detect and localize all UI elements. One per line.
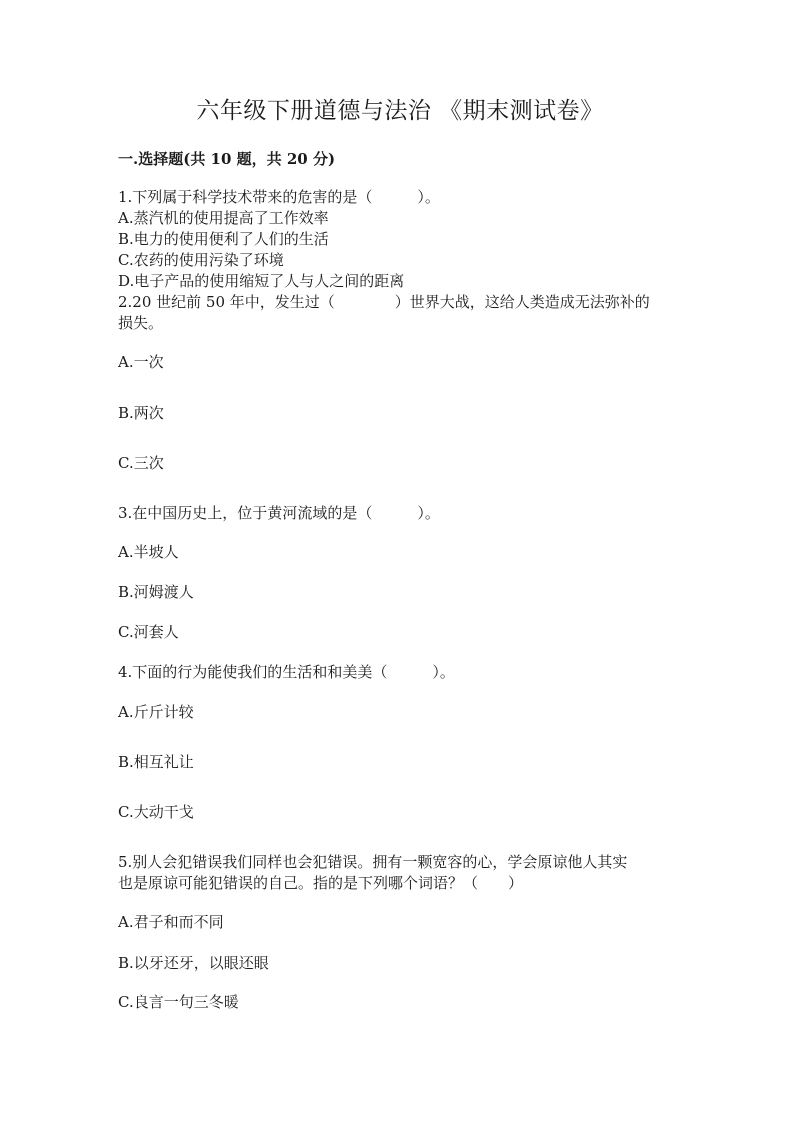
question-5-option-c[interactable]: C.良言一句三冬暖 — [118, 993, 239, 1011]
exam-title: 六年级下册道德与法治 《期末测试卷》 — [196, 98, 604, 124]
question-1-option-a[interactable]: A.蒸汽机的使用提高了工作效率 — [118, 209, 329, 227]
question-3-option-c[interactable]: C.河套人 — [118, 623, 179, 641]
question-4-option-c[interactable]: C.大动干戈 — [118, 803, 194, 821]
question-4-option-a[interactable]: A.斤斤计较 — [118, 703, 194, 721]
question-4-stem: 4.下面的行为能使我们的生活和和美美（ ）。 — [118, 663, 455, 681]
question-1-option-b[interactable]: B.电力的使用便利了人们的生活 — [118, 230, 329, 248]
question-2-option-a[interactable]: A.一次 — [118, 353, 164, 371]
question-3-option-b[interactable]: B.河姆渡人 — [118, 583, 194, 601]
question-5-stem-line-2: 也是原谅可能犯错误的自己。指的是下列哪个词语？（ ） — [118, 874, 524, 892]
question-1-stem: 1.下列属于科学技术带来的危害的是（ ）。 — [118, 188, 440, 206]
question-5-option-b[interactable]: B.以牙还牙，以眼还眼 — [118, 954, 269, 972]
question-2-option-c[interactable]: C.三次 — [118, 454, 164, 472]
question-1-option-d[interactable]: D.电子产品的使用缩短了人与人之间的距离 — [118, 272, 405, 290]
question-4-option-b[interactable]: B.相互礼让 — [118, 753, 194, 771]
question-2-stem-line-2: 损失。 — [118, 314, 164, 332]
question-3-stem: 3.在中国历史上，位于黄河流域的是（ ）。 — [118, 504, 440, 522]
section-heading: 一.选择题(共 10 题，共 20 分) — [118, 150, 336, 168]
question-3-option-a[interactable]: A.半坡人 — [118, 543, 179, 561]
question-2-option-b[interactable]: B.两次 — [118, 404, 164, 422]
question-2-stem-line-1: 2.20 世纪前 50 年中，发生过（ ）世界大战，这给人类造成无法弥补的 — [118, 293, 650, 311]
question-5-option-a[interactable]: A.君子和而不同 — [118, 913, 224, 931]
question-1-option-c[interactable]: C.农药的使用污染了环境 — [118, 251, 284, 269]
question-5-stem-line-1: 5.别人会犯错误我们同样也会犯错误。拥有一颗宽容的心，学会原谅他人其实 — [118, 853, 628, 871]
